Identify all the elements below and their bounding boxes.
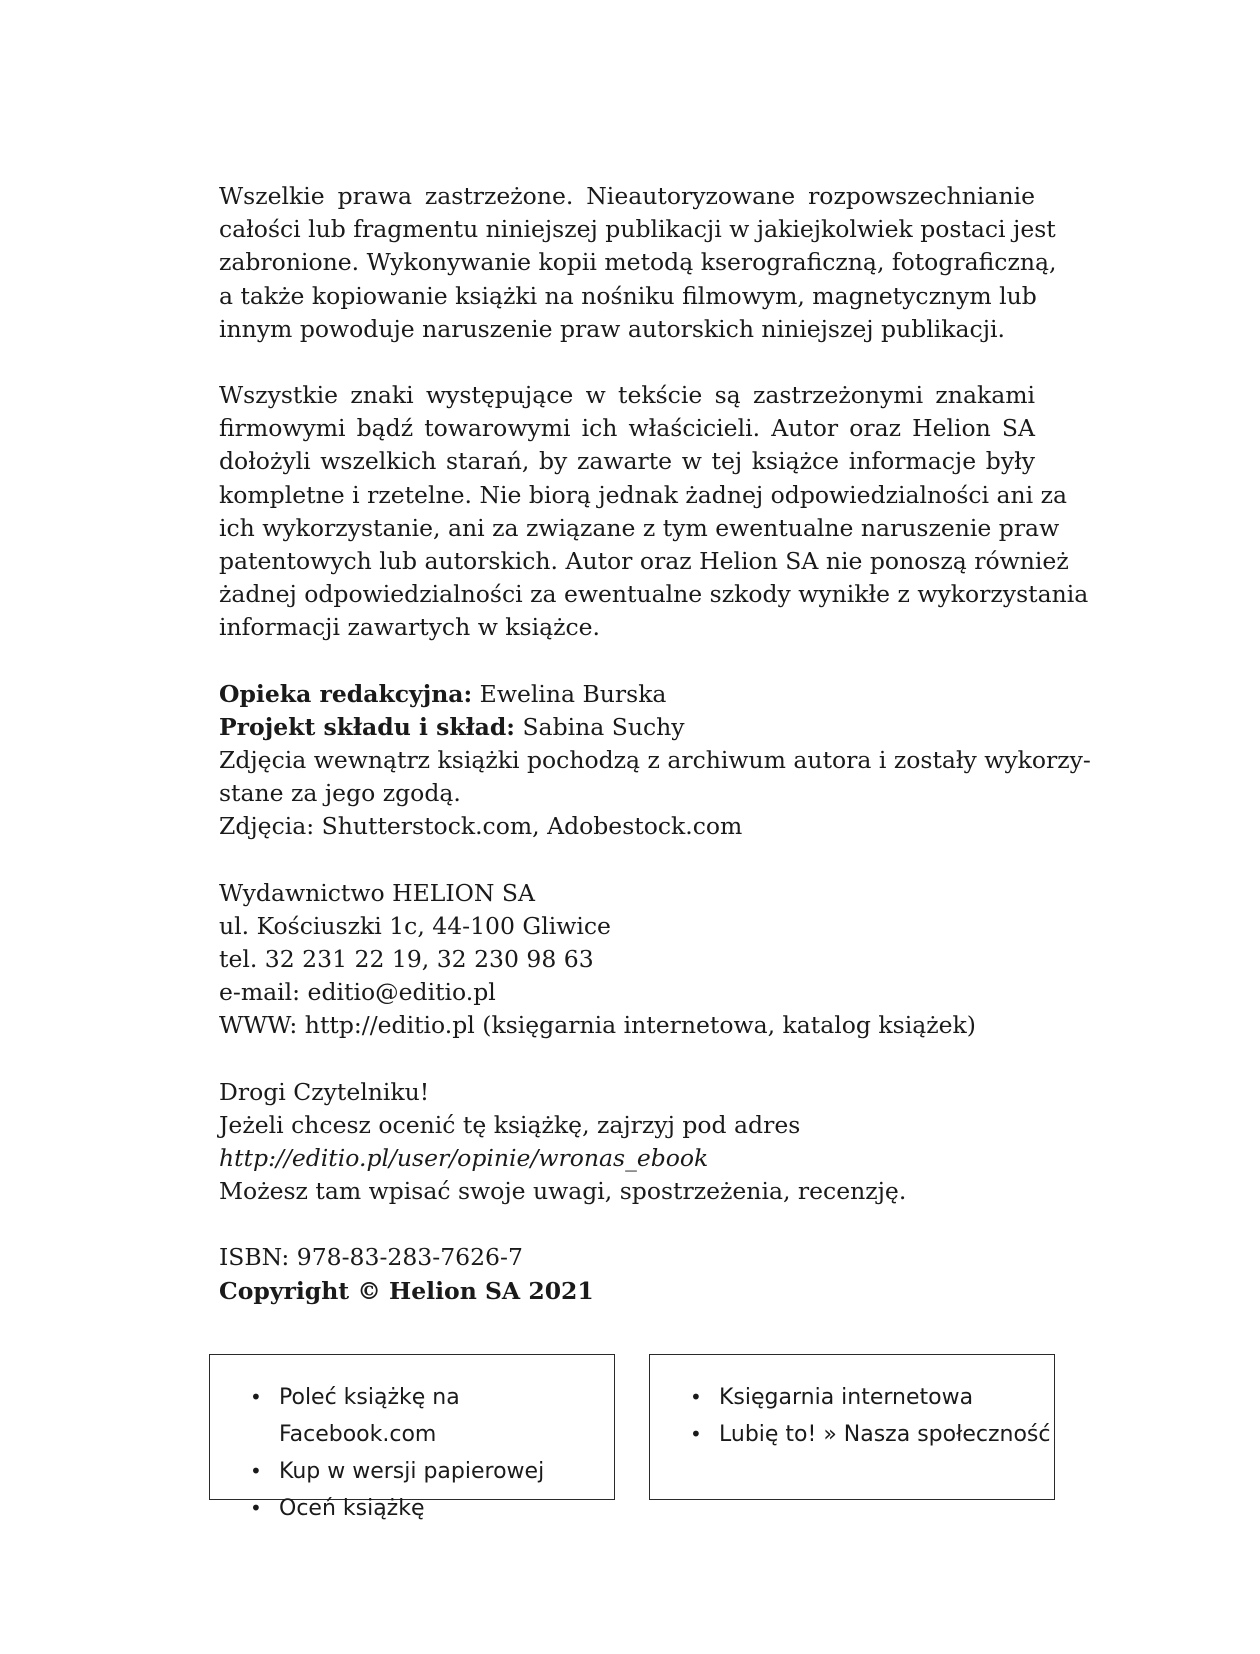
- rights-line: a także kopiowanie książki na nośniku filmowym, magnetycznym lub: [219, 281, 1037, 310]
- spacer: [219, 645, 1035, 678]
- editor-name: Ewelina Burska: [472, 679, 667, 708]
- bullet-icon: •: [690, 1385, 702, 1409]
- publisher-www: WWW: http://editio.pl (księgarnia internetowa, katalog książek): [219, 1011, 976, 1040]
- link-rate-book[interactable]: [250, 1490, 614, 1527]
- review-link[interactable]: [219, 1142, 1035, 1175]
- links-box-left: [209, 1354, 615, 1521]
- link-label[interactable]: Poleć książkę na Facebook.com: [279, 1385, 460, 1447]
- trademarks-line: informacji zawartych w książce.: [219, 613, 601, 642]
- trademarks-line: kompletne i rzetelne. Nie biorą jednak żadnej odpowiedzialności ani za: [219, 480, 1068, 509]
- link-label[interactable]: Oceń książkę: [279, 1496, 425, 1521]
- links-boxes: [209, 1354, 1059, 1521]
- reader-greeting: Drogi Czytelniku!: [219, 1077, 430, 1106]
- link-label[interactable]: Lubię to! » Nasza społeczność: [719, 1422, 1051, 1447]
- trademarks-line: firmowymi bądź towarowymi ich właścicieli. Autor oraz Helion SA: [219, 414, 1035, 443]
- rights-line: Wszelkie prawa zastrzeżone. Nieautoryzowane rozpowszechnianie: [219, 182, 1035, 210]
- links-box-right: [649, 1354, 1055, 1500]
- link-print-version[interactable]: [250, 1453, 614, 1490]
- reader-block: [219, 1076, 1035, 1209]
- trademarks-line: patentowych lub autorskich. Autor oraz Helion SA nie ponoszą również: [219, 547, 1069, 576]
- reader-invite: Jeżeli chcesz ocenić tę książkę, zajrzyj pod adres: [219, 1110, 801, 1139]
- link-facebook[interactable]: [250, 1379, 614, 1453]
- photos-source: Zdjęcia: Shutterstock.com, Adobestock.com: [219, 812, 743, 841]
- spacer: [219, 844, 1035, 877]
- link-community[interactable]: [690, 1416, 1054, 1453]
- layout-credit: [219, 711, 1035, 744]
- editor-credit: [219, 678, 1035, 711]
- publisher-address: ul. Kościuszki 1c, 44-100 Gliwice: [219, 911, 611, 940]
- photos-note: Zdjęcia wewnątrz książki pochodzą z archiwum autora i zostały wykorzy-: [219, 746, 1091, 775]
- publisher-phone: tel. 32 231 22 19, 32 230 98 63: [219, 945, 594, 974]
- publisher-name: Wydawnictwo HELION SA: [219, 878, 535, 907]
- photos-note-cont: stane za jego zgodą.: [219, 779, 461, 808]
- credits-block: [219, 678, 1091, 844]
- isbn: ISBN: 978-83-283-7626-7: [219, 1243, 523, 1272]
- spacer: [219, 1043, 1035, 1076]
- rights-line: zabronione. Wykonywanie kopii metodą kserograficzną, fotograficzną,: [219, 248, 1057, 277]
- links-list-left: [210, 1355, 614, 1527]
- bullet-icon: •: [250, 1496, 262, 1520]
- links-list-right: [650, 1355, 1054, 1453]
- review-url[interactable]: http://editio.pl/user/opinie/wronas_ebook: [219, 1144, 709, 1173]
- bullet-icon: •: [250, 1385, 262, 1409]
- editor-label: Opieka redakcyjna:: [219, 679, 473, 708]
- spacer: [219, 346, 1035, 379]
- trademarks-line: Wszystkie znaki występujące w tekście są zastrzeżonymi znakami: [219, 381, 1035, 410]
- publisher-block: [219, 877, 1035, 1043]
- link-label[interactable]: Kup w wersji papierowej: [279, 1459, 545, 1484]
- link-label[interactable]: Księgarnia internetowa: [719, 1385, 974, 1410]
- layout-name: Sabina Suchy: [514, 712, 685, 741]
- bullet-icon: •: [690, 1422, 702, 1446]
- link-bookstore[interactable]: [690, 1379, 1054, 1416]
- trademarks-line: dołożyli wszelkich starań, by zawarte w tej książce informacje były: [219, 447, 1035, 476]
- reader-note: Możesz tam wpisać swoje uwagi, spostrzeżenia, recenzję.: [219, 1177, 907, 1206]
- rights-line: całości lub fragmentu niniejszej publikacji w jakiejkolwiek postaci jest: [219, 215, 1056, 244]
- imprint-page: [219, 180, 1091, 1308]
- layout-label: Projekt składu i skład:: [219, 712, 515, 741]
- isbn-block: [219, 1241, 1035, 1307]
- rights-paragraph: [219, 180, 1057, 346]
- trademarks-line: ich wykorzystanie, ani za związane z tym ewentualne naruszenie praw: [219, 513, 1060, 542]
- spacer: [219, 1208, 1035, 1241]
- trademarks-paragraph: [219, 379, 1089, 645]
- copyright: [219, 1275, 1035, 1308]
- copyright-text: Copyright © Helion SA 2021: [219, 1276, 594, 1305]
- rights-line: innym powoduje naruszenie praw autorskich niniejszej publikacji.: [219, 314, 1005, 343]
- publisher-email: e-mail: editio@editio.pl: [219, 978, 496, 1007]
- trademarks-line: żadnej odpowiedzialności za ewentualne szkody wynikłe z wykorzystania: [219, 580, 1089, 609]
- bullet-icon: •: [250, 1459, 262, 1483]
